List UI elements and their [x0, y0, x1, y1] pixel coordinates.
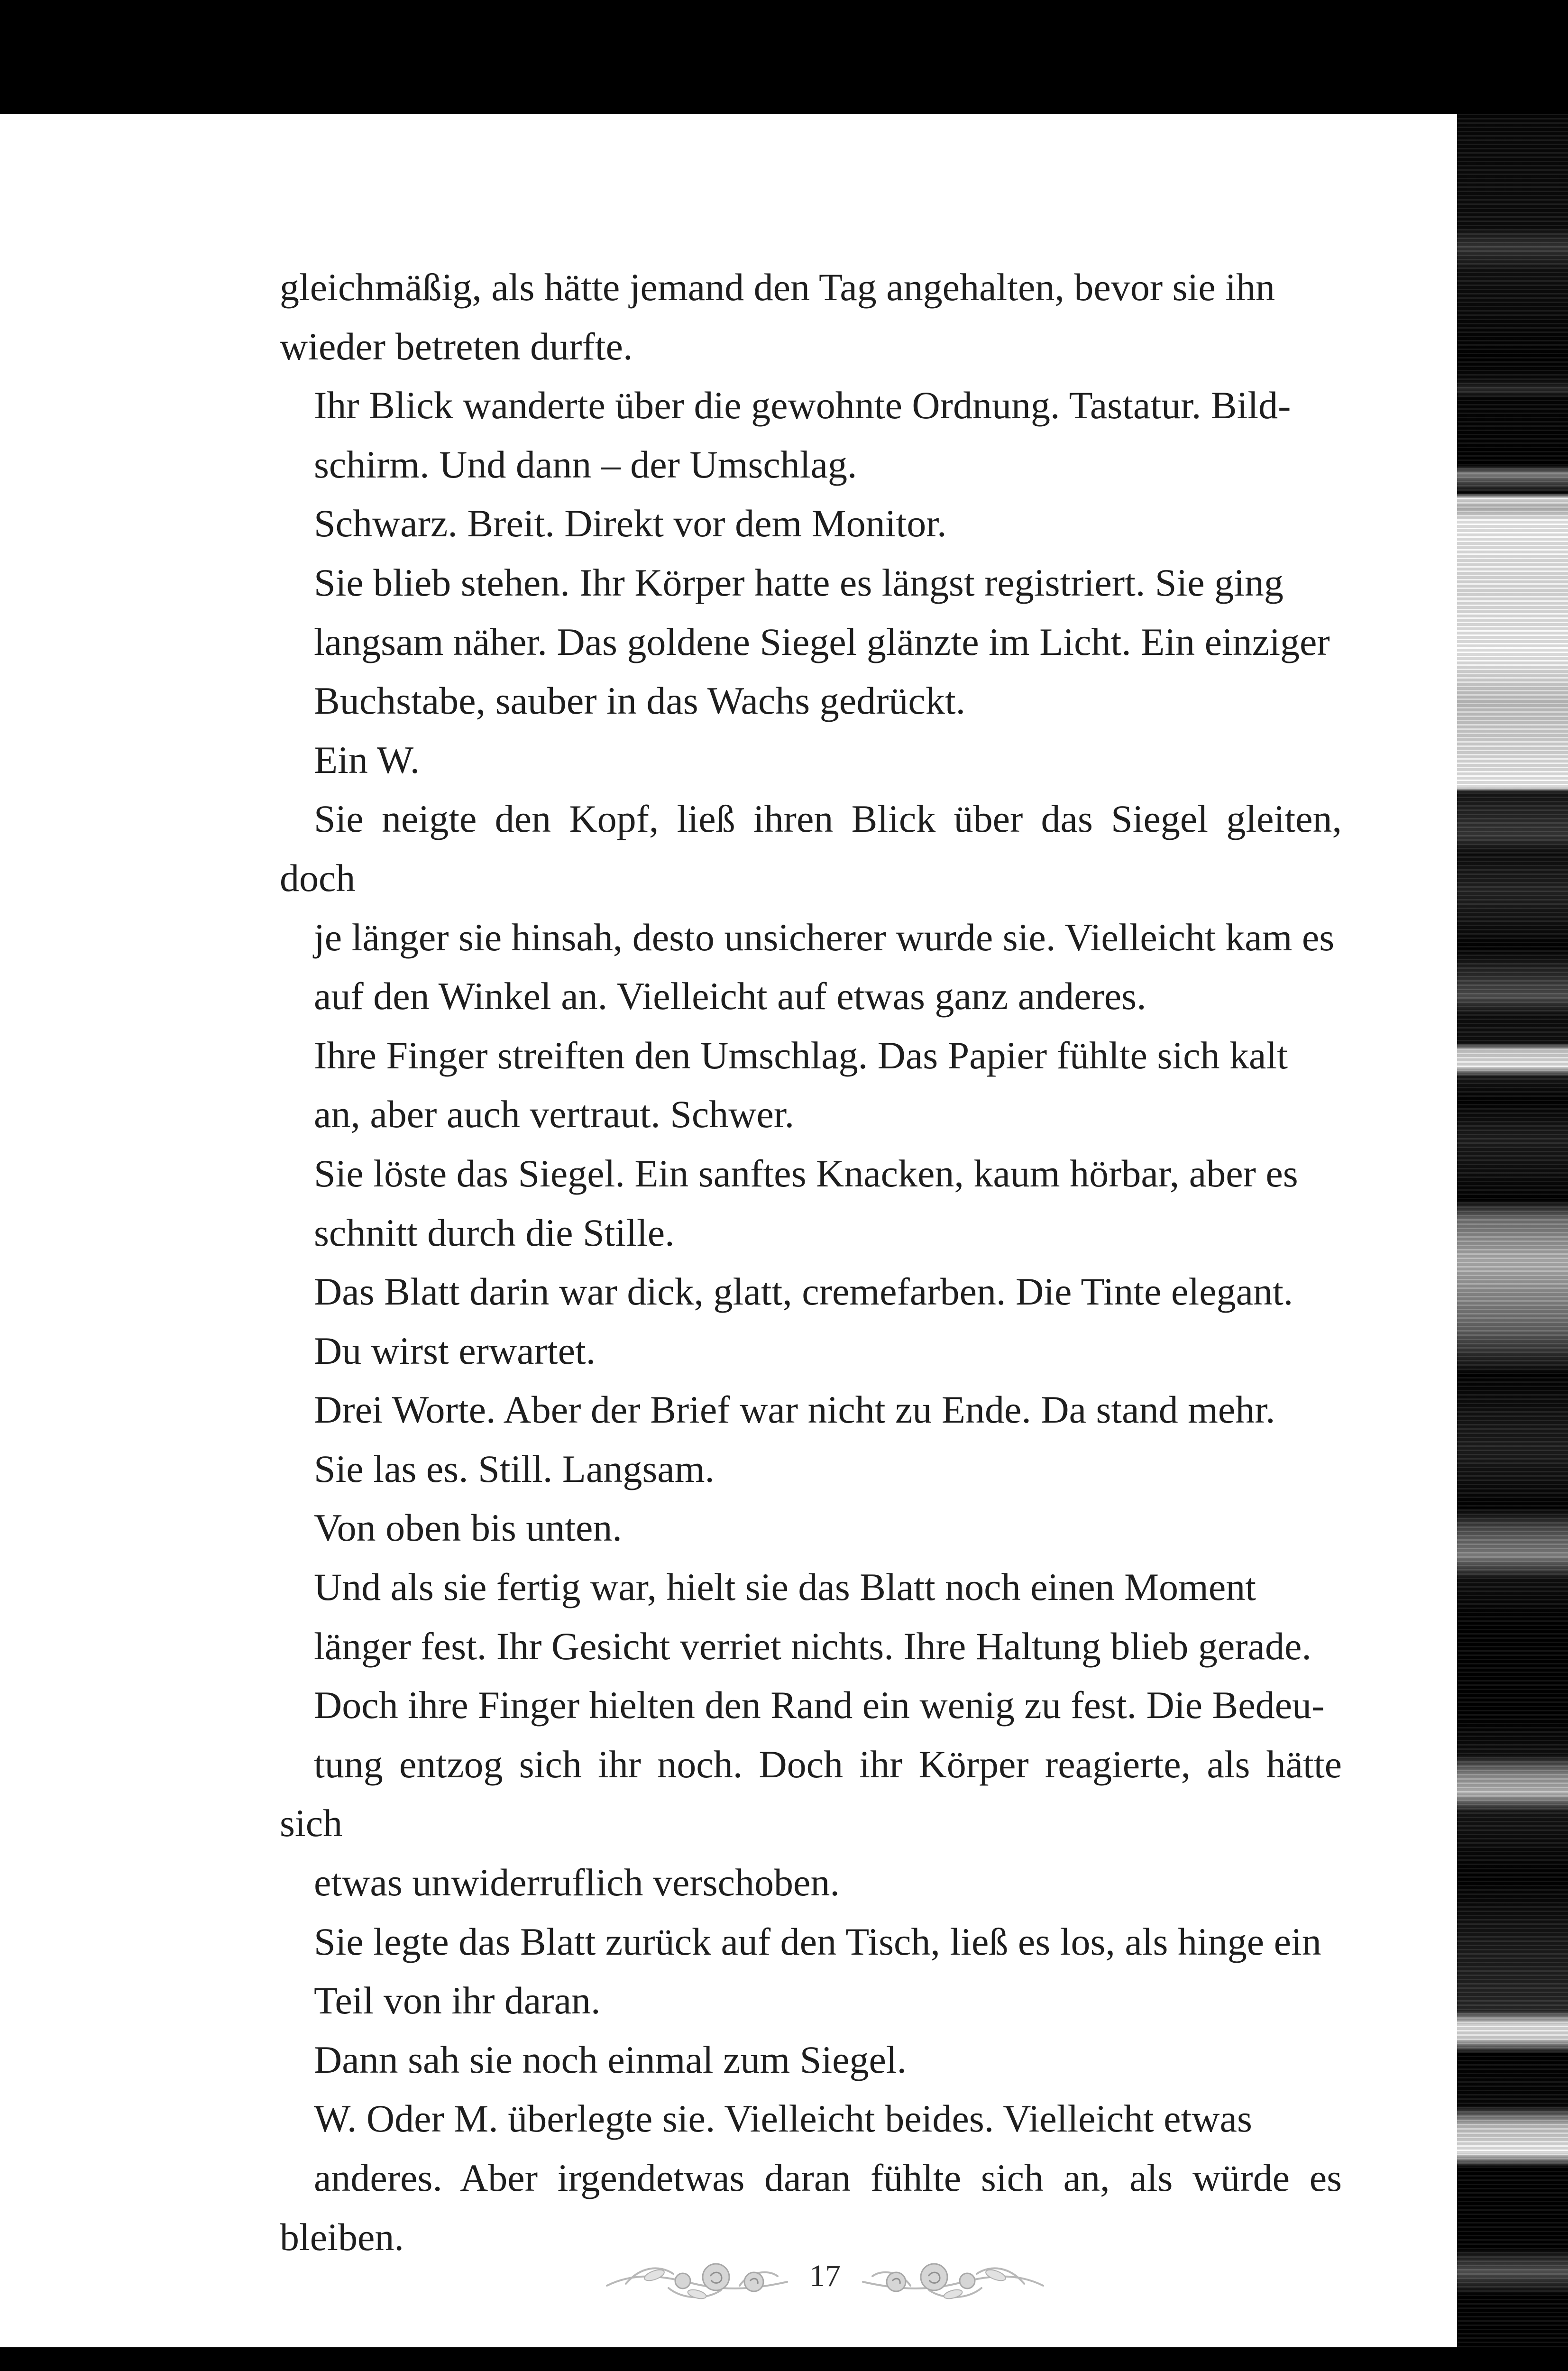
- text-line: schirm. Und dann – der Umschlag.: [314, 442, 857, 486]
- paragraph: [280, 1322, 1342, 1381]
- page-number: 17: [809, 2259, 841, 2293]
- page-footer: [597, 2238, 1053, 2324]
- paragraph: [280, 790, 1342, 1026]
- text-line: Von oben bis unten.: [314, 1506, 622, 1550]
- text-line: je länger sie hinsah, desto unsicherer wurde sie. Vielleicht kam es: [314, 915, 1335, 959]
- text-line: Und als sie fertig war, hielt sie das Blatt noch einen Moment: [314, 1565, 1256, 1609]
- text-line: Dann sah sie noch einmal zum Siegel.: [314, 2038, 907, 2081]
- book-page: [0, 114, 1457, 2347]
- paragraph: [280, 1440, 1342, 1499]
- text-line: gleichmäßig, als hätte jemand den Tag angehalten, bevor sie ihn: [280, 266, 1275, 309]
- paragraph: [280, 258, 1342, 376]
- scan-edge-artifact: [1457, 114, 1568, 2347]
- paragraph: [280, 494, 1342, 553]
- text-line: Das Blatt darin war dick, glatt, cremefarben. Die Tinte elegant.: [314, 1270, 1293, 1314]
- paragraph: [280, 1558, 1342, 1912]
- paragraph: [280, 1026, 1342, 1144]
- text-line: langsam näher. Das goldene Siegel glänzte im Licht. Ein einziger: [314, 620, 1330, 663]
- text-line: Sie legte das Blatt zurück auf den Tisch, ließ es los, als hinge ein: [314, 1920, 1321, 1963]
- text-line: Sie löste das Siegel. Ein sanftes Knacken, kaum hörbar, aber es: [314, 1151, 1298, 1195]
- text-line: anderes. Aber irgendetwas daran fühlte sich an, als würde es bleiben.: [280, 2156, 1342, 2259]
- paragraph: [280, 376, 1342, 494]
- text-line: Teil von ihr daran.: [314, 1979, 601, 2022]
- text-line: wieder betreten durfte.: [280, 324, 633, 368]
- text-line: schnitt durch die Stille.: [314, 1211, 675, 1254]
- text-line: länger fest. Ihr Gesicht verriet nichts. Ihre Haltung blieb gerade.: [314, 1624, 1311, 1668]
- text-line: Buchstabe, sauber in das Wachs gedrückt.: [314, 679, 966, 723]
- text-line: Du wirst erwartet.: [314, 1329, 596, 1372]
- paragraph: [280, 1498, 1342, 1558]
- text-line: an, aber auch vertraut. Schwer.: [314, 1093, 795, 1136]
- body-text: [280, 258, 1342, 2267]
- paragraph: [280, 731, 1342, 790]
- text-line: Ein W.: [314, 738, 420, 781]
- text-line: etwas unwiderruflich verschoben.: [314, 1861, 840, 1904]
- text-line: tung entzog sich ihr noch. Doch ihr Körper reagierte, als hätte sich: [280, 1742, 1342, 1845]
- text-line: Sie blieb stehen. Ihr Körper hatte es längst registriert. Sie ging: [314, 561, 1284, 604]
- text-line: auf den Winkel an. Vielleicht auf etwas ganz anderes.: [314, 974, 1146, 1018]
- text-line: Doch ihre Finger hielten den Rand ein wenig zu fest. Die Bedeu-: [314, 1683, 1325, 1727]
- text-line: Drei Worte. Aber der Brief war nicht zu Ende. Da stand mehr.: [314, 1388, 1275, 1432]
- text-line: Sie neigte den Kopf, ließ ihren Blick über das Siegel gleiten, doch: [280, 797, 1342, 900]
- text-line: Ihre Finger streiften den Umschlag. Das Papier fühlte sich kalt: [314, 1033, 1288, 1077]
- paragraph: [280, 553, 1342, 731]
- paragraph: [280, 1380, 1342, 1440]
- paragraph: [280, 2031, 1342, 2090]
- text-line: W. Oder M. überlegte sie. Vielleicht beides. Vielleicht etwas: [314, 2097, 1252, 2141]
- paragraph: [280, 1912, 1342, 2031]
- text-line: Ihr Blick wanderte über die gewohnte Ordnung. Tastatur. Bild-: [314, 384, 1291, 427]
- paragraph: [280, 1262, 1342, 1322]
- paragraph: [280, 1144, 1342, 1262]
- text-line: Sie las es. Still. Langsam.: [314, 1447, 715, 1490]
- text-line: Schwarz. Breit. Direkt vor dem Monitor.: [314, 502, 947, 545]
